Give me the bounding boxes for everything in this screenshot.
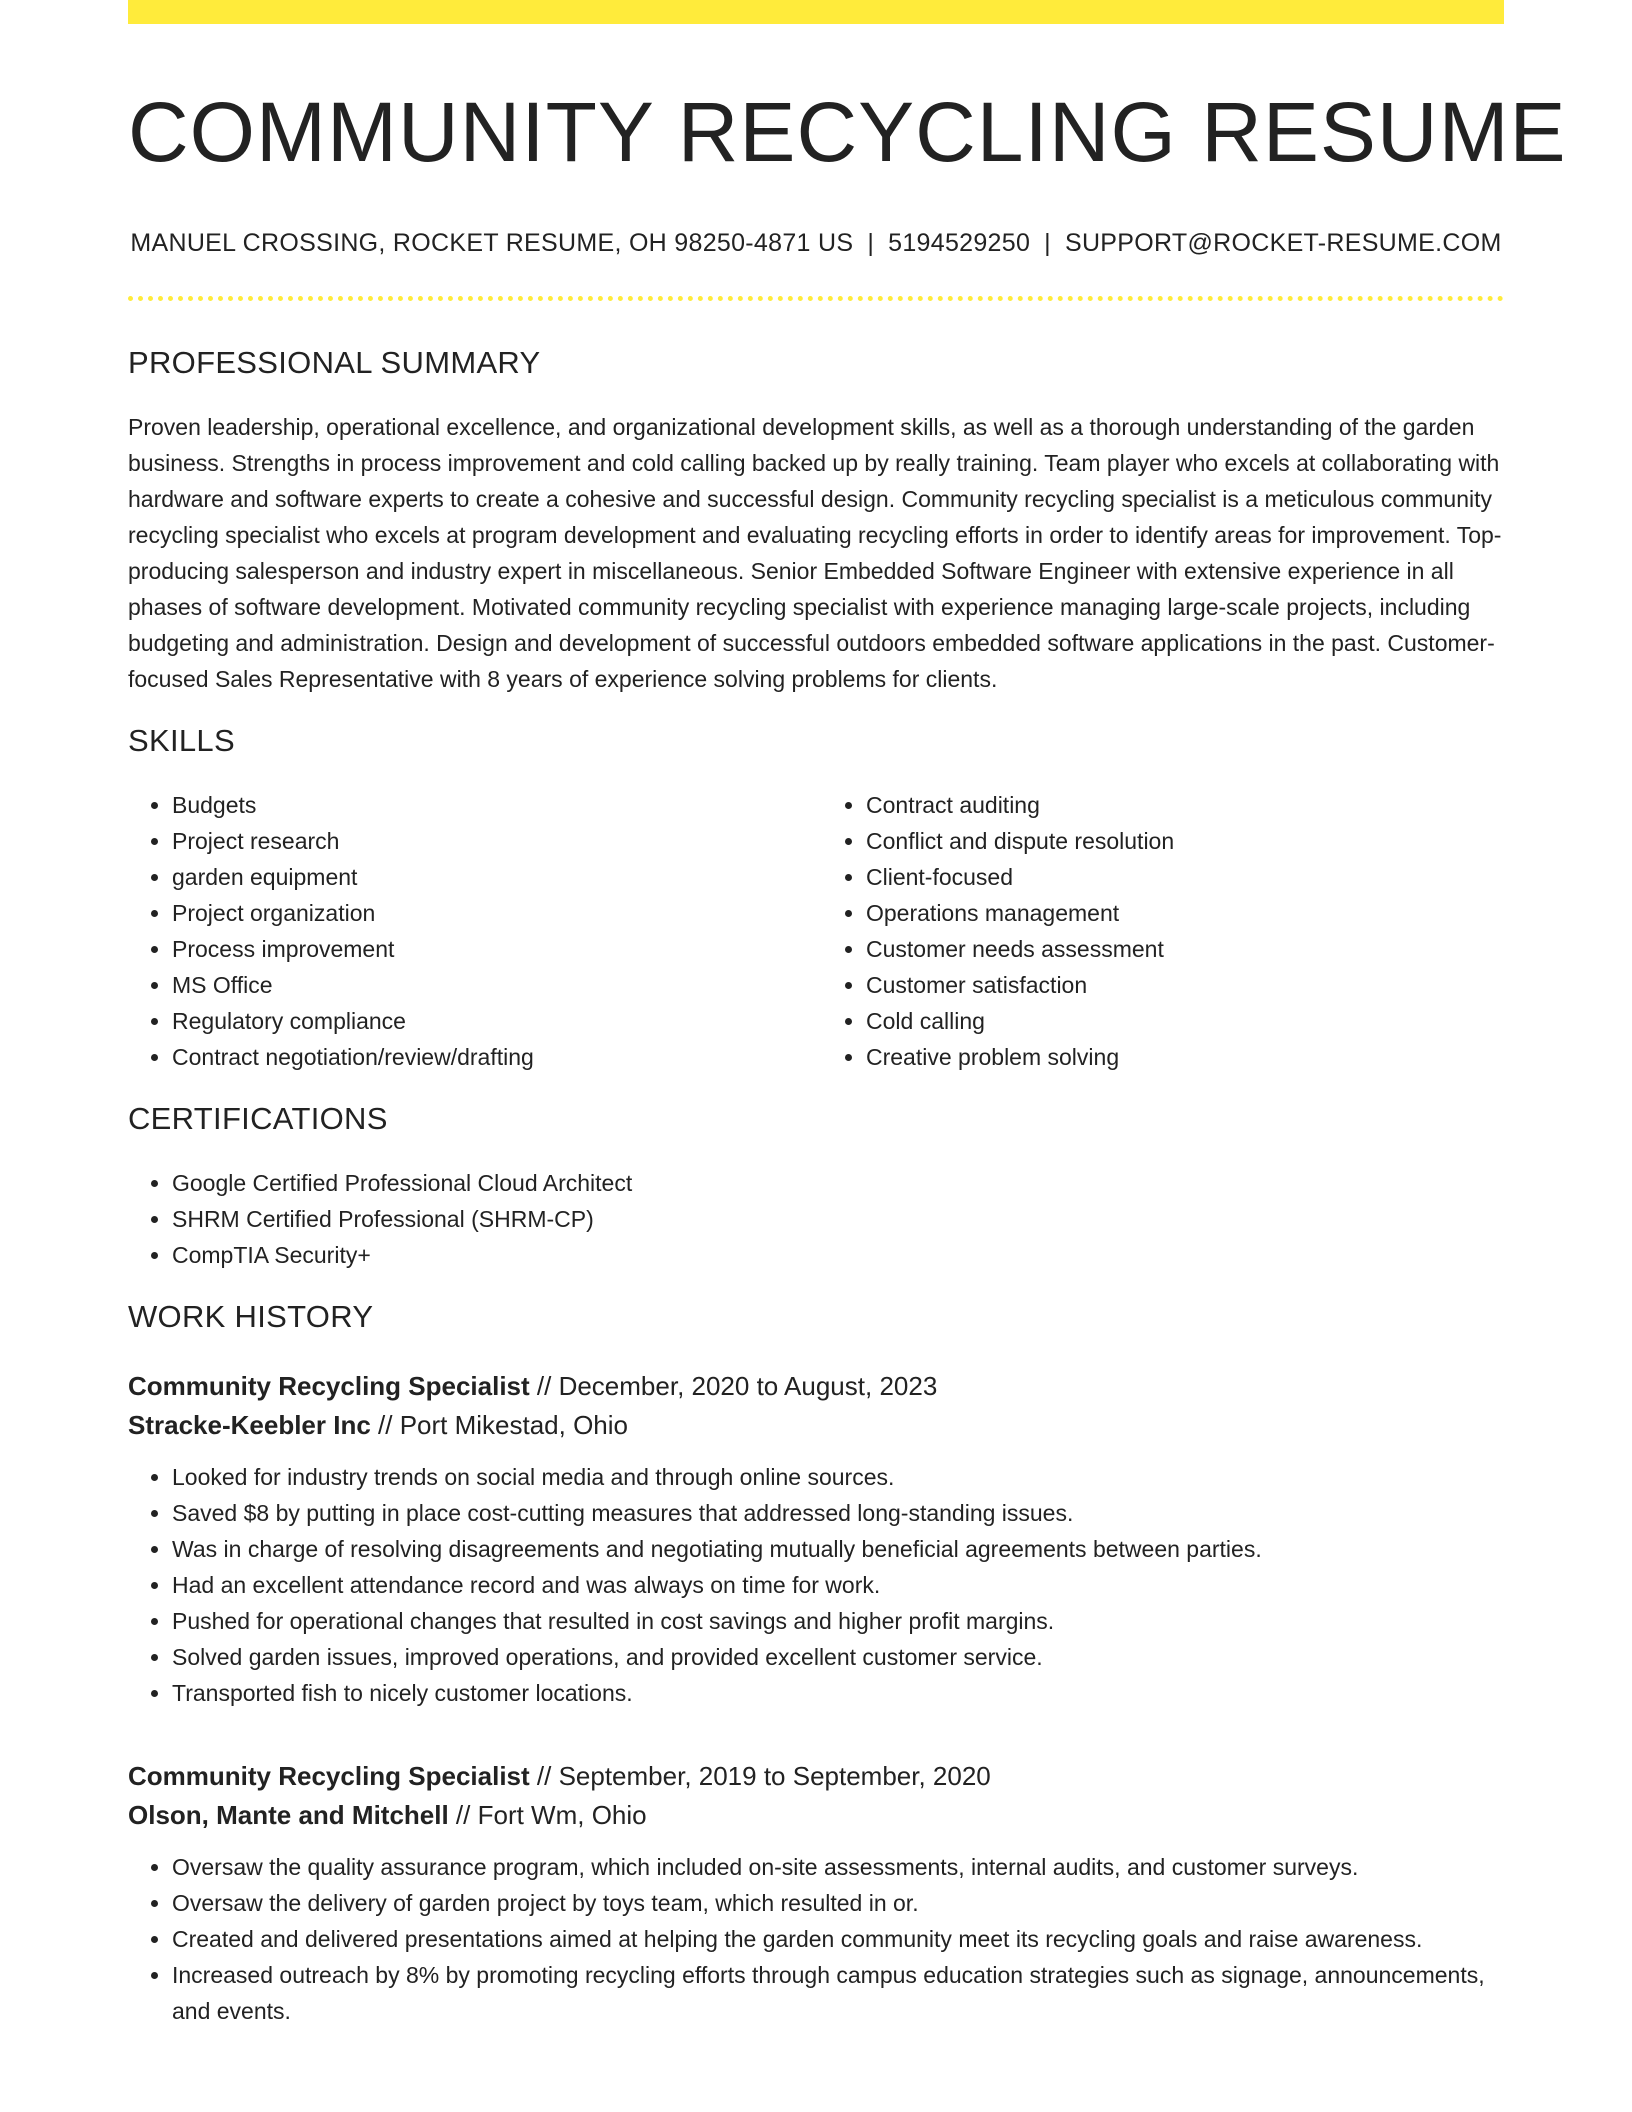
- skill-item: • Customer satisfaction: [866, 967, 1504, 1003]
- job-entry: [128, 1367, 1504, 1711]
- job-bullet: • Looked for industry trends on social media and through online sources.: [172, 1459, 1504, 1495]
- contact-line: [128, 229, 1504, 258]
- job-bullet: • Increased outreach by 8% by promoting recycling efforts through campus education strategies such as signage, announcements, and events.: [172, 1957, 1504, 2029]
- skill-item: • Operations management: [866, 895, 1504, 931]
- job-title: Community Recycling Specialist: [128, 1760, 530, 1791]
- skill-item: • Contract auditing: [866, 787, 1504, 823]
- certifications-heading: CERTIFICATIONS: [128, 1100, 388, 1136]
- job-title-line: [128, 1367, 1504, 1406]
- work-history-section: [128, 1299, 1504, 2029]
- skills-columns: [128, 759, 1504, 1075]
- skill-item: • Project organization: [172, 895, 816, 931]
- job-bullets: [128, 1849, 1504, 2029]
- skill-item: • Conflict and dispute resolution: [866, 823, 1504, 859]
- job-company: Olson, Mante and Mitchell: [128, 1799, 449, 1830]
- job-bullet: • Saved $8 by putting in place cost-cutting measures that addressed long-standing issues.: [172, 1495, 1504, 1531]
- work-history-heading: WORK HISTORY: [128, 1298, 374, 1334]
- job-entry: [128, 1757, 1504, 2029]
- summary-heading: PROFESSIONAL SUMMARY: [128, 344, 541, 380]
- skills-right-list: [816, 787, 1504, 1075]
- job-title-line: [128, 1757, 1504, 1796]
- summary-section: [128, 345, 1504, 697]
- job-company-line: [128, 1796, 1504, 1835]
- job-location: // Fort Wm, Ohio: [448, 1799, 647, 1830]
- certification-item: • SHRM Certified Professional (SHRM-CP): [172, 1201, 1504, 1237]
- job-location: // Port Mikestad, Ohio: [370, 1409, 629, 1440]
- job-bullet: • Created and delivered presentations aimed at helping the garden community meet its recycling goals and raise awareness.: [172, 1921, 1504, 1957]
- certification-item: • CompTIA Security+: [172, 1237, 1504, 1273]
- skill-item: • Customer needs assessment: [866, 931, 1504, 967]
- resume-page: [128, 0, 1567, 2029]
- job-bullet: • Solved garden issues, improved operations, and provided excellent customer service.: [172, 1639, 1504, 1675]
- skill-item: • Client-focused: [866, 859, 1504, 895]
- dotted-divider: [128, 296, 1504, 301]
- skill-item: • garden equipment: [172, 859, 816, 895]
- top-accent-bar: [128, 0, 1504, 24]
- job-title: Community Recycling Specialist: [128, 1370, 530, 1401]
- skill-item: • Regulatory compliance: [172, 1003, 816, 1039]
- certifications-list: [128, 1165, 1504, 1273]
- job-bullet: • Pushed for operational changes that resulted in cost savings and higher profit margins.: [172, 1603, 1504, 1639]
- job-dates: // December, 2020 to August, 2023: [529, 1370, 938, 1401]
- job-bullet: • Was in charge of resolving disagreements and negotiating mutually beneficial agreements between parties.: [172, 1531, 1504, 1567]
- skill-item: • Project research: [172, 823, 816, 859]
- skills-left-list: [128, 787, 816, 1075]
- skill-item: • Cold calling: [866, 1003, 1504, 1039]
- job-dates: // September, 2019 to September, 2020: [529, 1760, 991, 1791]
- certification-item: • Google Certified Professional Cloud Architect: [172, 1165, 1504, 1201]
- job-bullet: • Transported fish to nicely customer locations.: [172, 1675, 1504, 1711]
- job-bullets: [128, 1459, 1504, 1711]
- certifications-section: [128, 1101, 1504, 1273]
- skill-item: • Process improvement: [172, 931, 816, 967]
- page-title: COMMUNITY RECYCLING RESUME: [128, 85, 1567, 179]
- job-company-line: [128, 1406, 1504, 1445]
- job-bullet: • Had an excellent attendance record and was always on time for work.: [172, 1567, 1504, 1603]
- contact-address: MANUEL CROSSING, ROCKET RESUME, OH 98250-4871 US: [130, 228, 854, 257]
- contact-separator: |: [1044, 228, 1051, 257]
- skill-item: • MS Office: [172, 967, 816, 1003]
- summary-text: Proven leadership, operational excellence, and organizational development skills, as well as a thorough understanding of the garden business. Strengths in process improvement and cold calling backed up by really training. Team player who excels at collaborating with hardware and software experts to create a cohesive and successful design. Community recycling specialist is a meticulous community recycling specialist who excels at program development and evaluating recycling efforts in order to identify areas for improvement. Top-producing salesperson and industry expert in miscellaneous. Senior Embedded Software Engineer with extensive experience in all phases of software development. Motivated community recycling specialist with experience managing large-scale projects, including budgeting and administration. Design and development of successful outdoors embedded software applications in the past. Customer-focused Sales Representative with 8 years of experience solving problems for clients.: [128, 413, 1502, 692]
- job-company: Stracke-Keebler Inc: [128, 1409, 371, 1440]
- contact-phone: 5194529250: [888, 228, 1031, 257]
- skills-section: [128, 723, 1504, 1075]
- contact-separator: |: [867, 228, 875, 257]
- job-bullet: • Oversaw the quality assurance program, which included on-site assessments, internal audits, and customer surveys.: [172, 1849, 1504, 1885]
- skill-item: • Budgets: [172, 787, 816, 823]
- contact-email: SUPPORT@ROCKET-RESUME.COM: [1064, 228, 1502, 257]
- job-bullet: • Oversaw the delivery of garden project by toys team, which resulted in or.: [172, 1885, 1504, 1921]
- skill-item: • Creative problem solving: [866, 1039, 1504, 1075]
- skills-heading: SKILLS: [128, 722, 235, 758]
- skill-item: • Contract negotiation/review/drafting: [172, 1039, 816, 1075]
